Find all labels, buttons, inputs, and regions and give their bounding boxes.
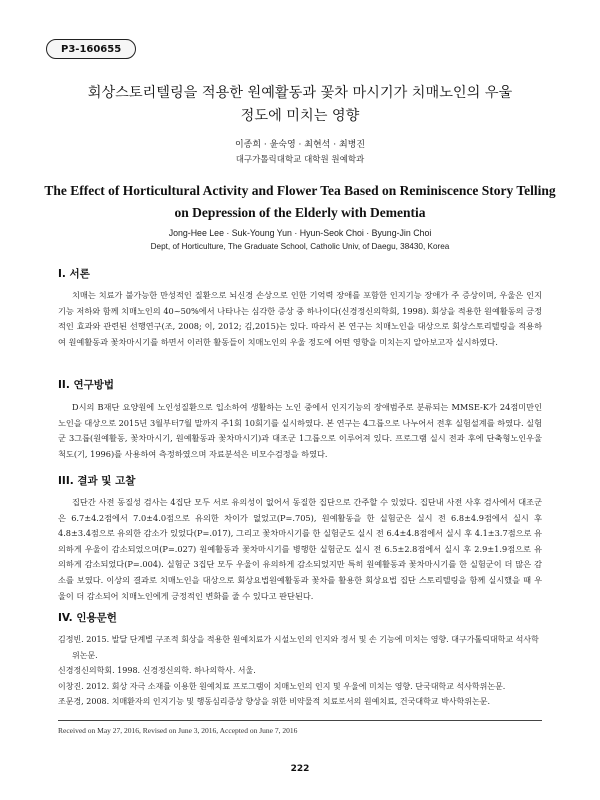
reference-item: 조문경, 2008. 치매환자의 인지기능 및 행동심리증상 향상을 위한 비약물적 치료로서의 원예치료, 건국대학교 박사학위논문. <box>58 697 490 707</box>
introduction-paragraph: 치매는 치료가 불가능한 만성적인 질환으로 뇌신경 손상으로 인한 기억력 장애를 포함한 인지기능 장애가 주 증상이며, 우울은 인지기능 저하와 함께 치매노인의 40~50%에서 나타나는 심각한 증상 중 하나이다(신경정신의학회, 1998). 회상을 적용한 원예활동의 긍정적인 효과와 관련된 선행연구(조, 2008; 이, 2012; 김,2015)는 있다. 따라서 본 연구는 치매노인을 대상으로 회상스토리텔링을 적용하여 원예활동과 꽃차마시기를 하면서 이러한 활동들이 치매노인의 우울 정도에 어떤 영향을 미치는지 알아보고자 실시하였다. <box>58 290 542 347</box>
korean-title <box>40 82 560 128</box>
paper-id-badge: P3-160655 <box>46 39 136 59</box>
section-heading-results: III. 결과 및 고찰 <box>58 475 136 487</box>
english-title-line-1: The Effect of Horticultural Activity and Flower Tea Based on Reminiscence Story Telling <box>44 183 556 198</box>
results-paragraph: 집단간 사전 동질성 검사는 4집단 모두 서로 유의성이 없어서 동질한 집단으로 간주할 수 있었다. 집단내 사전 사후 검사에서 대조군은 6.7±4.2점에서 7.0±4.0점으로 유의한 차이가 없었고(P=.705), 원예활동을 한 실험군은 실시 전 6.8±4.9점에서 실시 후 4.8±3.4점으로 유의한 감소가 있었다(P=.017), 그리고 꽃차마시기를 한 실험군도 실시 전 6.4±4.8점에서 실시 후 4.1±3.7점으로 유의하게 우울이 감소되었으며(P=.027) 원예활동과 꽃차마시기를 병행한 실험군도 실시 전 6.5±2.8점에서 실시 후 2.9±1.9점으로 유의하게 감소되었다(P=.004). 실험군 3집단 모두 우울이 유의하게 감소되었지만 특히 원예활동과 꽃차마시기를 한 실험군이 더 많은 감소를 보였다. 이상의 결과로 치매노인을 대상으로 회상요법원예활동과 꽃차를 활용한 회상요법 집단 스토리텔링을 함께 실시했을 때 우울이 더 감소되어 치매노인에게 긍정적인 변화를 줄 수 있다고 판단된다. <box>58 497 542 601</box>
section-heading-methods: II. 연구방법 <box>58 379 115 391</box>
received-dates: Received on May 27, 2016, Revised on June 3, 2016, Accepted on June 7, 2016 <box>58 726 298 735</box>
english-affiliation: Dept, of Horticulture, The Graduate School, Catholic Univ, of Daegu, 38430, Korea <box>150 242 450 251</box>
english-authors: Jong-Hee Lee · Suk-Young Yun · Hyun-Seok Choi · Byung-Jin Choi <box>168 228 432 238</box>
page-number: 222 <box>290 764 310 774</box>
footnote-divider <box>58 720 542 721</box>
english-title <box>40 180 560 224</box>
reference-item: 이창진. 2012. 회상 자극 소재를 이용한 원예치료 프로그램이 치매노인의 인지 및 우울에 미치는 영향. 단국대학교 석사학위논문. <box>58 681 506 691</box>
section-heading-introduction: I. 서론 <box>58 268 90 280</box>
reference-item: 김정빈. 2015. 발달 단계별 구조적 회상을 적용한 원예치료가 시설노인의 인지와 정서 및 손 기능에 미치는 영향. 대구가톨릭대학교 석사학위논문. <box>58 635 539 660</box>
english-title-line-2: on Depression of the Elderly with Dementia <box>174 205 426 220</box>
korean-affiliation: 대구가톨릭대학교 대학원 원예학과 <box>235 155 365 165</box>
section-heading-references: IV. 인용문헌 <box>58 612 117 624</box>
reference-list <box>58 632 542 710</box>
methods-paragraph: D시의 B재단 요양원에 노인성질환으로 입소하여 생활하는 노인 중에서 인지기능의 장애범주로 분류되는 MMSE-K가 24점미만인 노인을 대상으로 2015년 3월부터7월 말까지 주1회 10회기를 실시하였다. 본 연구는 4그룹으로 나누어서 전후 실험설계를 하였다. 실험군 3그룹(원예활동, 꽃차마시기, 원예활동과 꽃차마시기)과 대조군 1그룹으로 이루어져 있다. 프로그램 실시 전과 후에 단축형노인우울척도(기, 1996)를 사용하여 측정하였으며 자료분석은 비모수검정을 하였다. <box>58 402 542 459</box>
korean-authors: 이종희 · 윤숙영 · 최현석 · 최병진 <box>234 140 366 150</box>
korean-title-line-1: 회상스토리텔링을 적용한 원예활동과 꽃차 마시기가 치매노인의 우울 <box>87 85 513 101</box>
korean-title-line-2: 정도에 미치는 영향 <box>240 108 360 124</box>
reference-item: 신경정신의학회. 1998. 신경정신의학. 하나의학사. 서울. <box>58 666 256 676</box>
